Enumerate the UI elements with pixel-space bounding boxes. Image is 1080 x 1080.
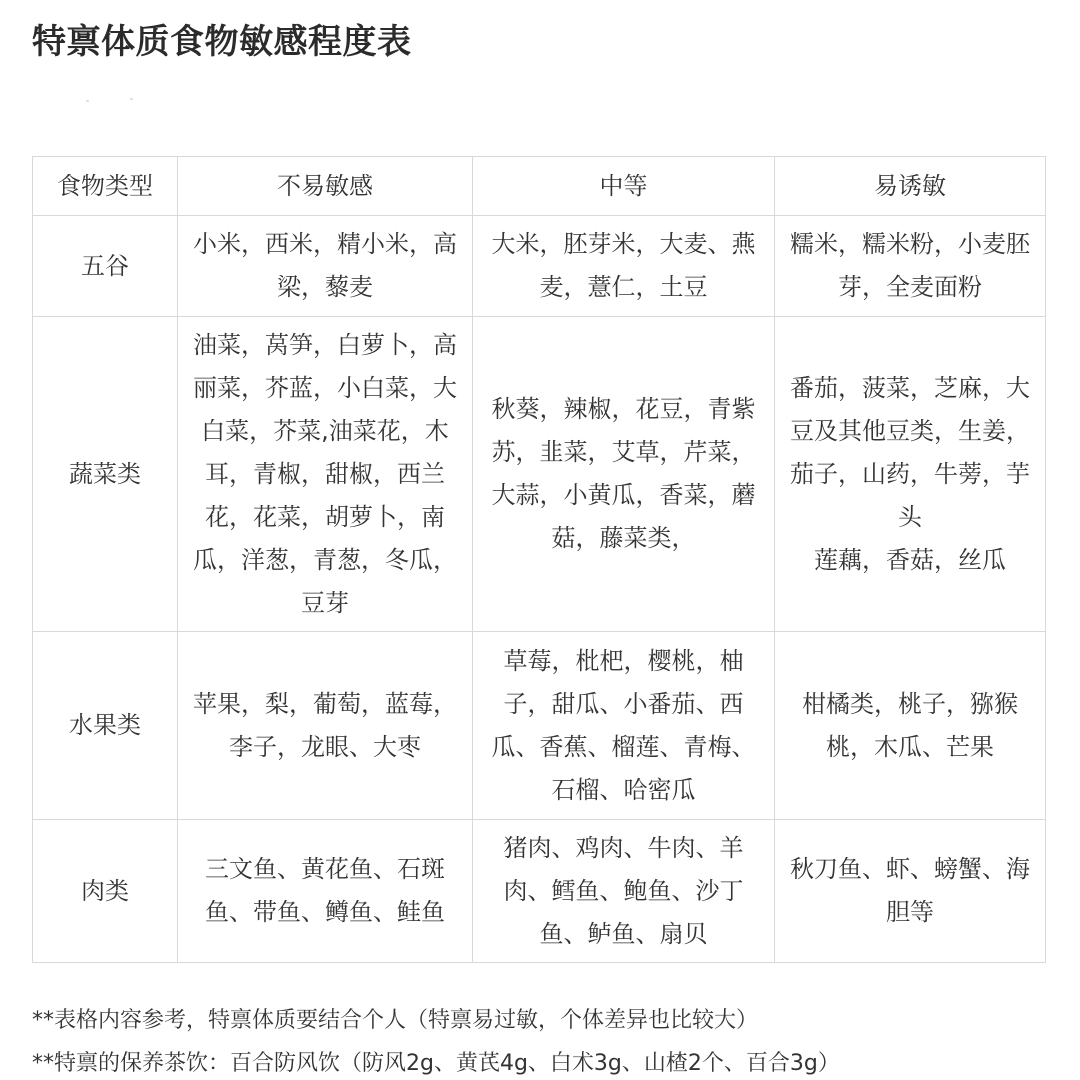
decorative-specks — [86, 98, 146, 104]
speck-mark — [86, 100, 89, 102]
table-row — [33, 632, 1046, 820]
cell-high: 柑橘类，桃子，猕猴桃，木瓜、芒果 — [775, 632, 1046, 820]
food-sensitivity-table — [32, 156, 1046, 963]
page-title: 特禀体质食物敏感程度表 — [32, 22, 412, 62]
speck-mark — [130, 98, 133, 100]
cell-mid: 秋葵，辣椒，花豆，青紫苏，韭菜，艾草，芹菜，大蒜，小黄瓜，香菜，蘑菇，藤菜类， — [473, 317, 775, 632]
cell-mid: 草莓，枇杷，樱桃，柚子，甜瓜、小番茄、西瓜、香蕉、榴莲、青梅、石榴、哈密瓜 — [473, 632, 775, 820]
cell-high-line: 番茄，菠菜，芝麻，大豆及其他豆类，生姜，茄子，山药，牛蒡，芋头 — [790, 373, 1030, 531]
cell-high — [775, 317, 1046, 632]
footnotes — [32, 999, 1072, 1080]
footnote-tea-recipe: **特禀的保养茶饮：百合防风饮（防风2g、黄芪4g、白术3g、山楂2个、百合3g） — [32, 1051, 840, 1076]
table-row — [33, 820, 1046, 963]
cell-food-type: 蔬菜类 — [33, 317, 178, 632]
cell-low: 苹果，梨，葡萄，蓝莓，李子，龙眼、大枣 — [178, 632, 473, 820]
cell-high: 秋刀鱼、虾、螃蟹、海胆等 — [775, 820, 1046, 963]
cell-low: 小米，西米，精小米，高梁，藜麦 — [178, 216, 473, 317]
table-row — [33, 317, 1046, 632]
table-header-row — [33, 157, 1046, 216]
cell-food-type: 五谷 — [33, 216, 178, 317]
cell-high-line: 莲藕，香菇，丝瓜 — [814, 545, 1006, 574]
table-row — [33, 216, 1046, 317]
header-high-sensitivity: 易诱敏 — [775, 157, 1046, 216]
cell-low: 三文鱼、黄花鱼、石斑鱼、带鱼、鳟鱼、鲑鱼 — [178, 820, 473, 963]
cell-mid: 猪肉、鸡肉、牛肉、羊肉、鳕鱼、鲍鱼、沙丁鱼、鲈鱼、扇贝 — [473, 820, 775, 963]
cell-food-type: 水果类 — [33, 632, 178, 820]
header-medium: 中等 — [473, 157, 775, 216]
cell-food-type: 肉类 — [33, 820, 178, 963]
cell-low: 油菜，莴笋，白萝卜，高丽菜，芥蓝，小白菜，大白菜，芥菜,油菜花，木耳，青椒，甜椒，西兰花，花菜，胡萝卜，南瓜，洋葱，青葱，冬瓜，豆芽 — [178, 317, 473, 632]
footnote-reference: **表格内容参考，特禀体质要结合个人（特禀易过敏，个体差异也比较大） — [32, 1008, 759, 1033]
cell-mid: 大米，胚芽米，大麦、燕麦，薏仁，土豆 — [473, 216, 775, 317]
cell-high: 糯米，糯米粉，小麦胚芽，全麦面粉 — [775, 216, 1046, 317]
header-food-type: 食物类型 — [33, 157, 178, 216]
header-low-sensitivity: 不易敏感 — [178, 157, 473, 216]
